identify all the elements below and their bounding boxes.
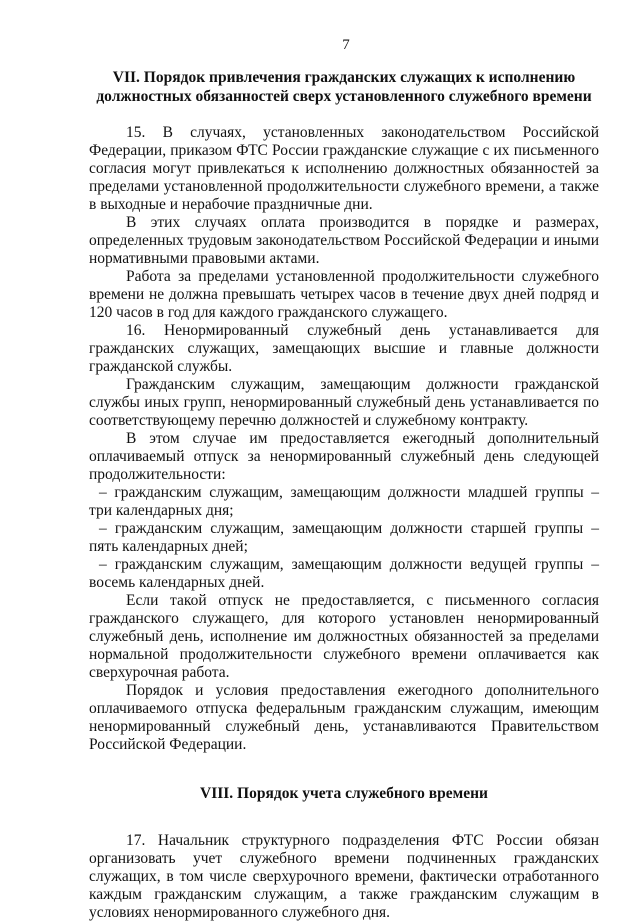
section-7-title-line-2: должностных обязанностей сверх установленного служебного времени xyxy=(96,88,592,105)
page-number: 7 xyxy=(342,37,350,53)
paragraph-17: 17. Начальник структурного подразделения ФТС России обязан организовать учет служебного времени подчиненных гражданских служащих, в том числе сверхурочного времени, фактически отработанного каждым гражданским служащим, а также гражданским служащим в условиях ненормированного служебного дня. xyxy=(89,832,599,921)
section-7-title-line-1: VII. Порядок привлечения гражданских служащих к исполнению xyxy=(112,69,576,86)
paragraph-overtime-limit: Работа за пределами установленной продолжительности служебного времени не должна превышать четырех часов в течение двух дней подряд и 120 часов в год для каждого гражданского служащего. xyxy=(89,268,599,321)
paragraph-additional-leave: В этом случае им предоставляется ежегодный дополнительный оплачиваемый отпуск за ненормированный служебный день следующей продолжительности: xyxy=(89,430,599,483)
paragraph-procedure: Порядок и условия предоставления ежегодного дополнительного оплачиваемого отпуска федеральным гражданским служащим, имеющим ненормированный служебный день, устанавливаются Правительством Российской Федерации. xyxy=(89,682,599,753)
list-item-leading-group: – гражданским служащим, замещающим должности ведущей группы – восемь календарных дней. xyxy=(89,556,599,591)
paragraph-15: 15. В случаях, установленных законодательством Российской Федерации, приказом ФТС России гражданские служащие с их письменного согласия могут привлекаться к исполнению должностных обязанностей за пределами установленной продолжительности служебного времени, а также в выходные и нерабочие праздничные дни. xyxy=(89,124,599,213)
paragraph-other-groups: Гражданским служащим, замещающим должности гражданской службы иных групп, ненормированный служебный день устанавливается по соответствующему перечню должностей и служебному контракту. xyxy=(89,376,599,429)
section-8-body xyxy=(89,832,599,922)
paragraph-16: 16. Ненормированный служебный день устанавливается для гражданских служащих, замещающих высшие и главные должности гражданской службы. xyxy=(89,322,599,375)
section-8-title: VIII. Порядок учета служебного времени xyxy=(200,785,488,802)
paragraph-payment: В этих случаях оплата производится в порядке и размерах, определенных трудовым законодательством Российской Федерации и иными нормативными правовыми актами. xyxy=(89,214,599,267)
paragraph-no-leave: Если такой отпуск не предоставляется, с письменного согласия гражданского служащего, для которого установлен ненормированный служебный день, исполнение им должностных обязанностей за пределами нормальной продолжительности служебного времени оплачивается как сверхурочная работа. xyxy=(89,592,599,681)
list-item-senior-group: – гражданским служащим, замещающим должности старшей группы – пять календарных дней; xyxy=(89,520,599,555)
section-7-title xyxy=(89,68,599,106)
section-7-body xyxy=(89,124,599,754)
list-item-junior-group: – гражданским служащим, замещающим должности младшей группы – три календарных дня; xyxy=(89,484,599,519)
